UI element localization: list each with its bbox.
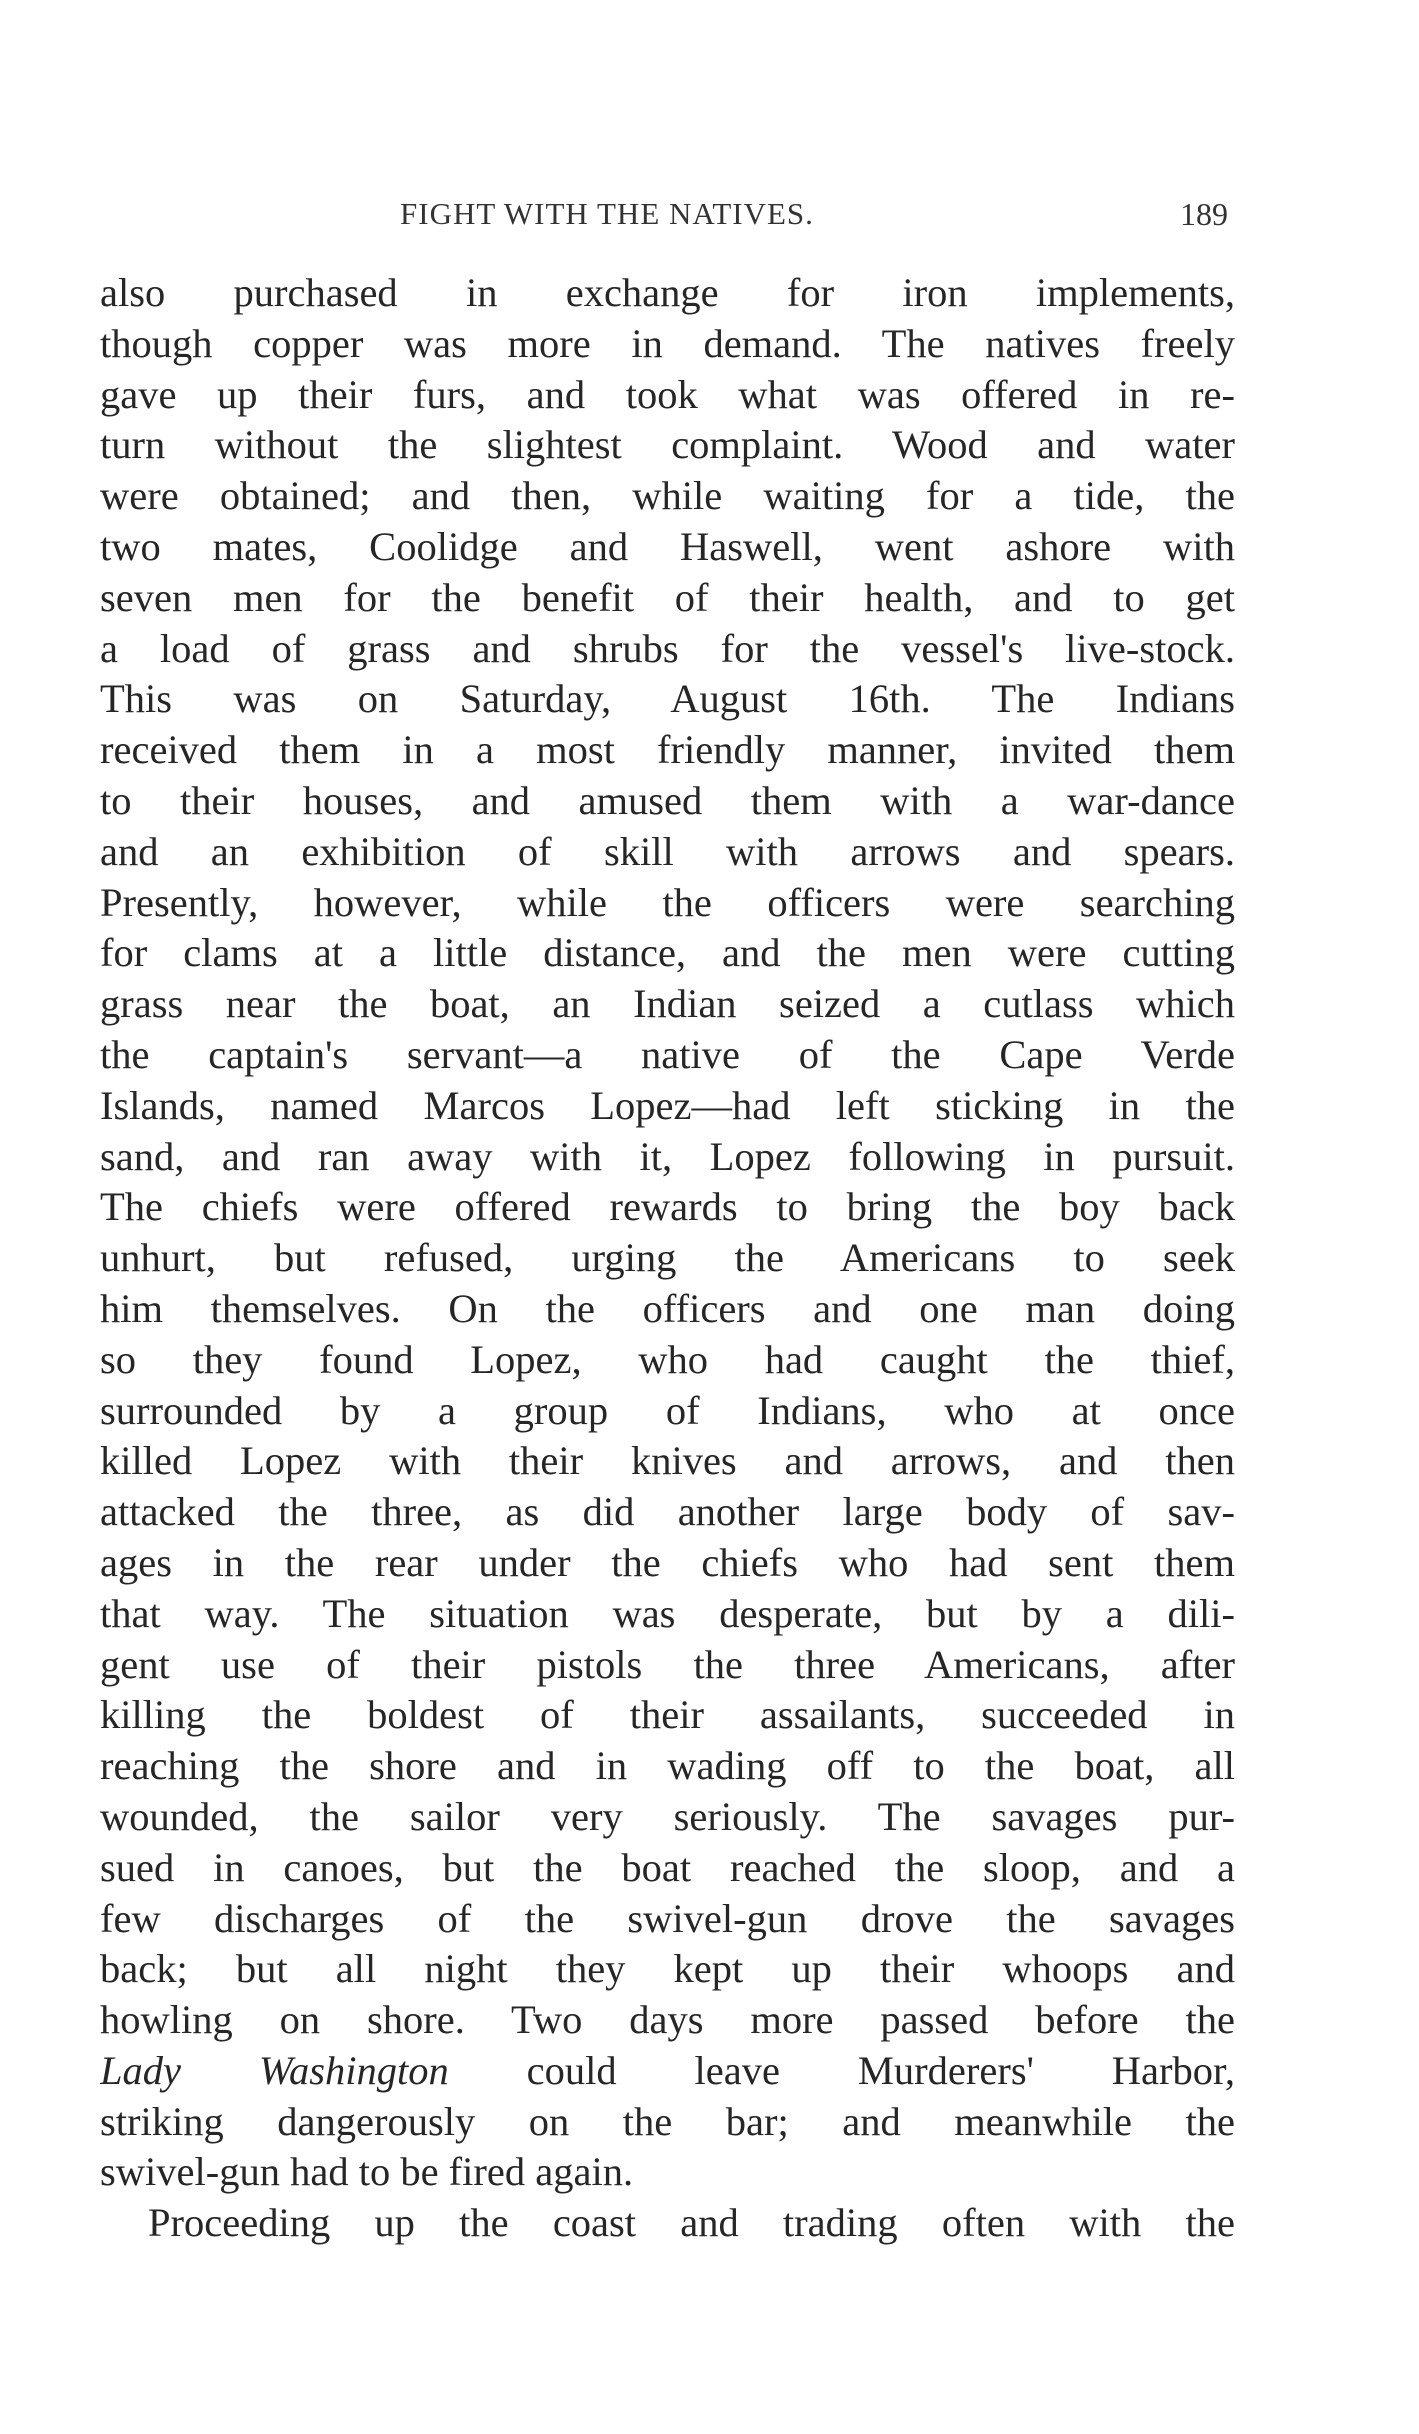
text-line: swivel-gun had to be fired again. [100,2149,634,2195]
text-line: attacked the three, as did another large body of sav- [100,1489,1235,1535]
text-line-rest: could leave Murderers' Harbor, [448,2047,1235,2093]
text-line: wounded, the sailor very seriously. The savages pur- [100,1793,1235,1839]
text-line: This was on Saturday, August 16th. The Indians [100,676,1235,722]
body-text [100,268,1235,2249]
text-line: few discharges of the swivel-gun drove the savages [100,1895,1235,1941]
text-line: and an exhibition of skill with arrows and spears. [100,828,1235,874]
text-line: so they found Lopez, who had caught the thief, [100,1336,1235,1382]
text-line: turn without the slightest complaint. Wood and water [100,422,1235,468]
text-line: grass near the boat, an Indian seized a cutlass which [100,981,1235,1027]
text-line: The chiefs were offered rewards to bring the boy back [100,1184,1235,1230]
text-line: seven men for the benefit of their health, and to get [100,574,1235,620]
running-title: FIGHT WITH THE NATIVES. [400,196,814,231]
text-line: the captain's servant—a native of the Cape Verde [100,1031,1235,1077]
ship-name-italic: Lady Washington [100,2047,449,2093]
text-line: sued in canoes, but the boat reached the sloop, and a [100,1844,1235,1890]
text-line: a load of grass and shrubs for the vessel's live-stock. [100,625,1235,671]
text-line: killing the boldest of their assailants, succeeded in [100,1692,1235,1738]
text-line: him themselves. On the officers and one man doing [100,1285,1235,1331]
text-line: though copper was more in demand. The natives freely [100,320,1235,366]
paragraph-first-line: Proceeding up the coast and trading often with the [148,2200,1235,2246]
text-line: unhurt, but refused, urging the Americans to seek [100,1235,1235,1281]
text-line: striking dangerously on the bar; and meanwhile the [100,2098,1235,2144]
text-line: ages in the rear under the chiefs who had sent them [100,1539,1235,1585]
text-line: Islands, named Marcos Lopez—had left sticking in the [100,1082,1235,1128]
text-line [100,2046,1235,2097]
text-line: sand, and ran away with it, Lopez following in pursuit. [100,1133,1235,1179]
text-line: gave up their furs, and took what was offered in re- [100,371,1235,417]
text-line: for clams at a little distance, and the men were cutting [100,930,1235,976]
text-line: Presently, however, while the officers were searching [100,879,1235,925]
text-line: back; but all night they kept up their whoops and [100,1946,1235,1992]
text-line: gent use of their pistols the three Americans, after [100,1641,1235,1687]
text-line: killed Lopez with their knives and arrows, and then [100,1438,1235,1484]
text-line: howling on shore. Two days more passed before the [100,1997,1235,2043]
text-line: two mates, Coolidge and Haswell, went ashore with [100,523,1235,569]
text-line: also purchased in exchange for iron implements, [100,270,1235,315]
text-line: to their houses, and amused them with a war-dance [100,777,1235,823]
text-line: reaching the shore and in wading off to the boat, all [100,1743,1235,1789]
text-line: that way. The situation was desperate, but by a dili- [100,1590,1235,1636]
text-line: received them in a most friendly manner, invited them [100,727,1235,773]
text-line: surrounded by a group of Indians, who at once [100,1387,1235,1433]
text-line: were obtained; and then, while waiting for a tide, the [100,473,1235,519]
page-number: 189 [1180,196,1228,232]
